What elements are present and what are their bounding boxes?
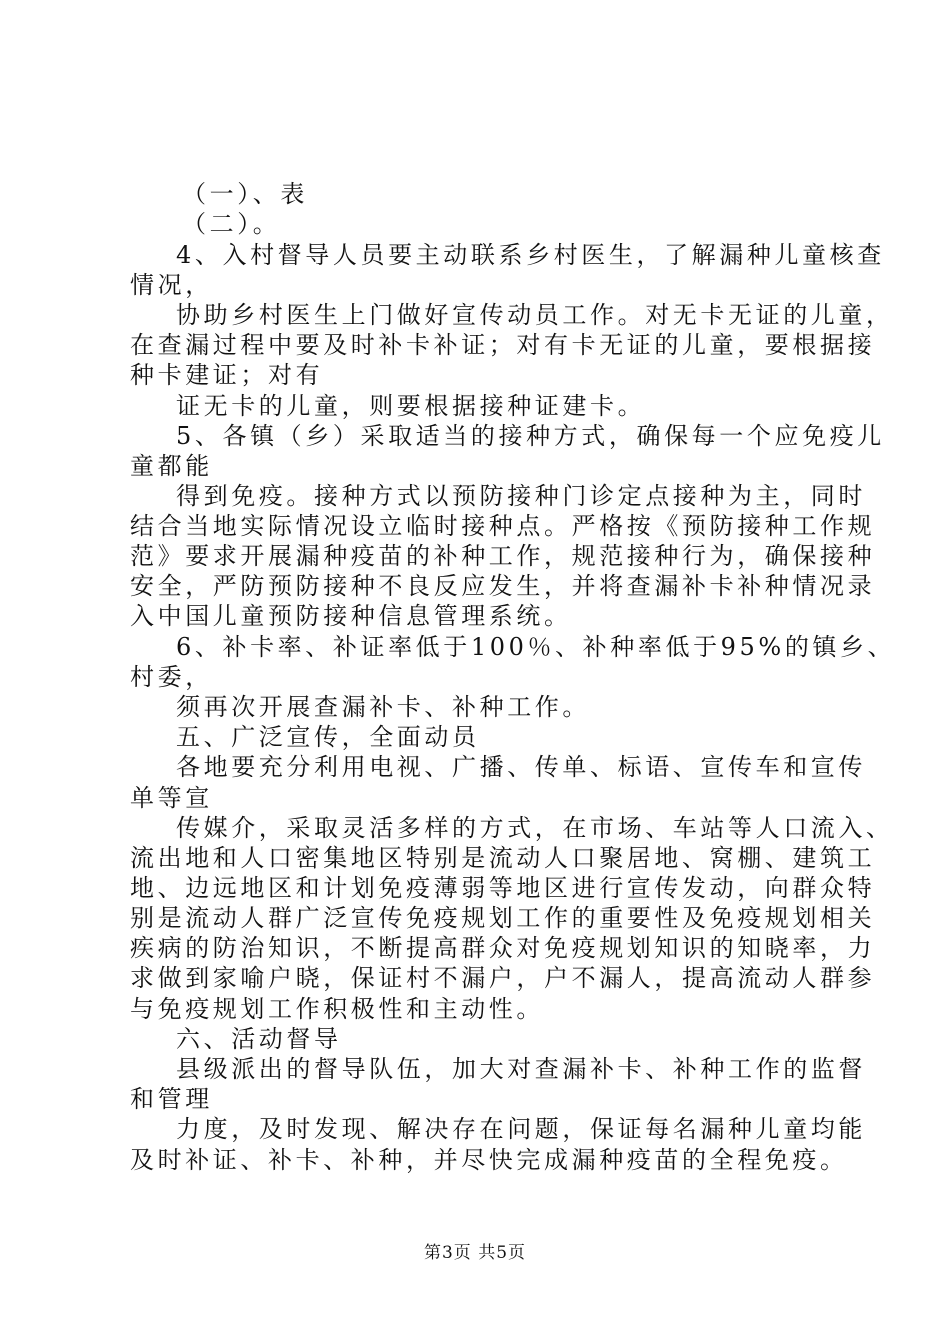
- paragraph-line: 在查漏过程中要及时补卡补证；对有卡无证的儿童，要根据接: [130, 331, 876, 359]
- paragraph-line: 和管理: [130, 1085, 213, 1113]
- paragraph-line: 各地要充分利用电视、广播、传单、标语、宣传车和宣传: [176, 753, 866, 781]
- section-heading: 五、广泛宣传，全面动员: [176, 723, 480, 751]
- paragraph-line: 及时补证、补卡、补种，并尽快完成漏种疫苗的全程免疫。: [130, 1146, 848, 1174]
- paragraph-line: （二）。: [182, 210, 281, 238]
- paragraph-line: 情况，: [130, 271, 213, 299]
- paragraph-line: 与免疫规划工作积极性和主动性。: [130, 995, 544, 1023]
- paragraph-line: 协助乡村医生上门做好宣传动员工作。对无卡无证的儿童，: [176, 301, 894, 329]
- paragraph-line: 入中国儿童预防接种信息管理系统。: [130, 602, 572, 630]
- paragraph-line: 地、边远地区和计划免疫薄弱等地区进行宣传发动，向群众特: [130, 874, 876, 902]
- paragraph-line: 力度，及时发现、解决存在问题，保证每名漏种儿童均能: [176, 1115, 866, 1143]
- paragraph-line: （一）、表: [182, 180, 308, 208]
- paragraph-line: 县级派出的督导队伍，加大对查漏补卡、补种工作的监督: [176, 1055, 866, 1083]
- paragraph-line: 别是流动人群广泛宣传免疫规划工作的重要性及免疫规划相关: [130, 904, 876, 932]
- paragraph-line: 须再次开展查漏补卡、补种工作。: [176, 693, 590, 721]
- paragraph-line: 村委，: [130, 663, 213, 691]
- paragraph-line: 4、入村督导人员要主动联系乡村医生，了解漏种儿童核查: [176, 241, 885, 269]
- page-number-footer: 第3页 共5页: [423, 1243, 527, 1263]
- paragraph-line: 证无卡的儿童，则要根据接种证建卡。: [176, 392, 646, 420]
- paragraph-line: 单等宣: [130, 784, 213, 812]
- paragraph-line: 流出地和人口密集地区特别是流动人口聚居地、窝棚、建筑工: [130, 844, 876, 872]
- paragraph-line: 童都能: [130, 452, 213, 480]
- paragraph-line: 传媒介，采取灵活多样的方式，在市场、车站等人口流入、: [176, 814, 894, 842]
- paragraph-line: 疾病的防治知识，不断提高群众对免疫规划知识的知晓率，力: [130, 934, 876, 962]
- paragraph-line: 结合当地实际情况设立临时接种点。严格按《预防接种工作规: [130, 512, 876, 540]
- paragraph-line: 求做到家喻户晓，保证村不漏户，户不漏人，提高流动人群参: [130, 964, 876, 992]
- paragraph-line: 6、补卡率、补证率低于100％、补种率低于95%的镇乡、: [176, 633, 896, 661]
- section-heading: 六、活动督导: [176, 1025, 342, 1053]
- paragraph-line: 安全，严防预防接种不良反应发生，并将查漏补卡补种情况录: [130, 572, 876, 600]
- paragraph-line: 种卡建证；对有: [130, 361, 324, 389]
- paragraph-line: 范》要求开展漏种疫苗的补种工作，规范接种行为，确保接种: [130, 542, 876, 570]
- paragraph-line: 5、各镇（乡）采取适当的接种方式，确保每一个应免疫儿: [176, 422, 885, 450]
- paragraph-line: 得到免疫。接种方式以预防接种门诊定点接种为主，同时: [176, 482, 866, 510]
